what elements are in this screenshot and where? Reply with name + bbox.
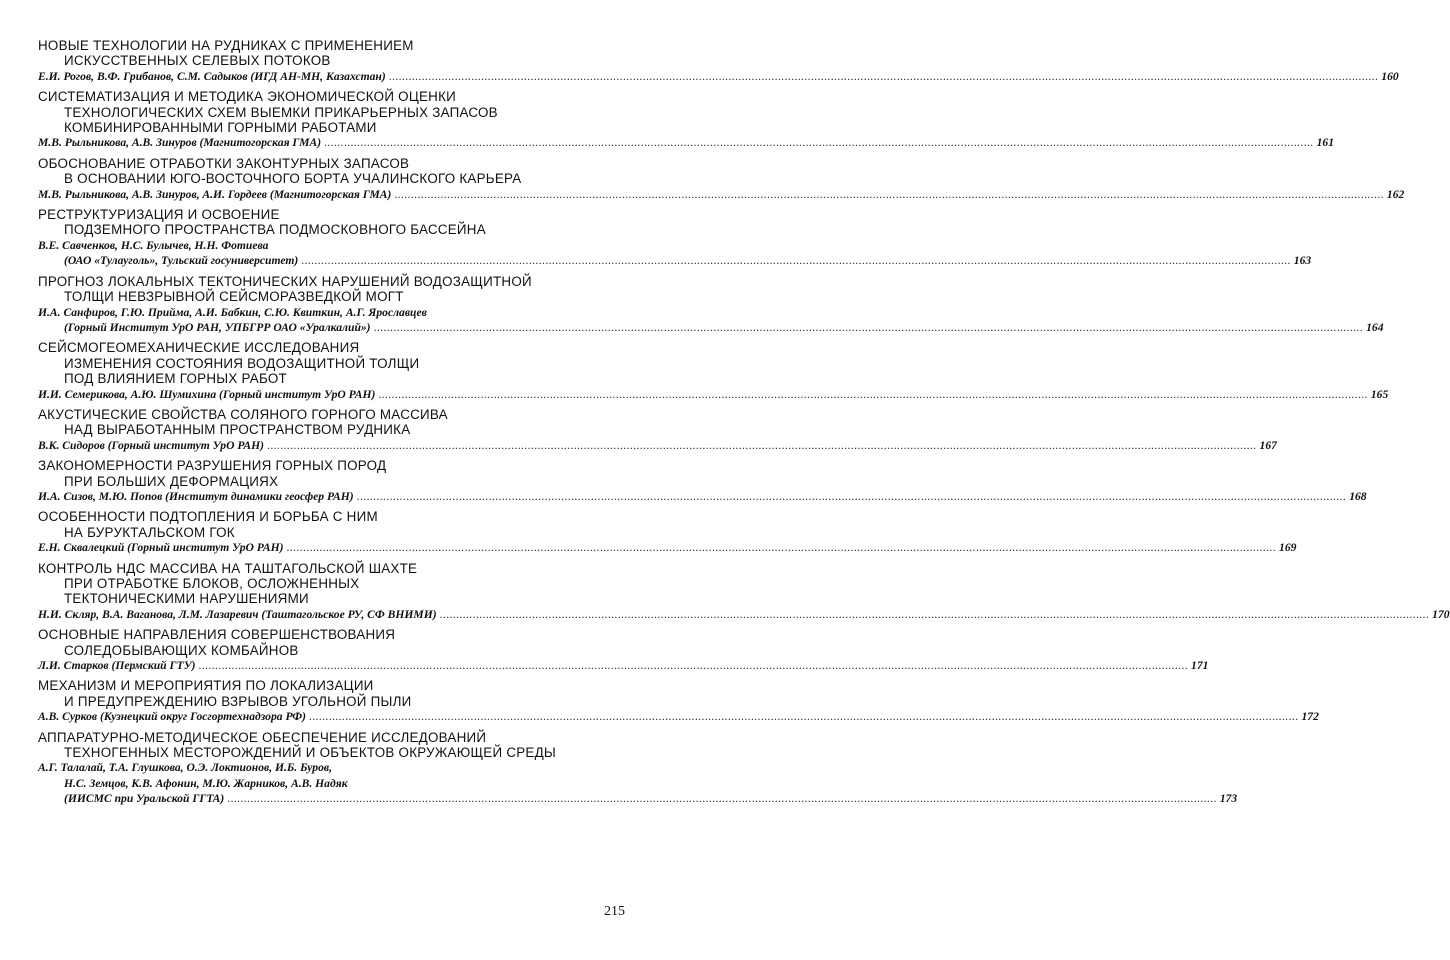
toc-entry-authors	[38, 709, 1319, 724]
leader-dots: ............................................................................................................................................................................................................................................................................................................	[308, 710, 1299, 724]
toc-entry-authors	[38, 438, 1277, 453]
toc-entry-title-line: АКУСТИЧЕСКИЕ СВОЙСТВА СОЛЯНОГО ГОРНОГО МАССИВА	[38, 406, 448, 422]
toc-entry-authors	[38, 187, 1405, 202]
toc-entry-page: 162	[1386, 187, 1405, 201]
toc-entry-authors: И.А. Санфиров, Г.Ю. Прийма, А.И. Бабкин, С.Ю. Квиткин, А.Г. Ярославцев	[38, 305, 427, 319]
toc-entry-title-line: В ОСНОВАНИИ ЮГО-ВОСТОЧНОГО БОРТА УЧАЛИНСКОГО КАРЬЕРА	[64, 171, 522, 187]
toc-entry-authors	[38, 607, 1450, 622]
toc-entry-authors-text: И.И. Семерикова, А.Ю. Шумихина (Горный институт УрО РАН)	[38, 387, 376, 401]
toc-entry-page: 171	[1191, 659, 1209, 673]
toc-entry-authors-text: Н.И. Скляр, В.А. Ваганова, Л.М. Лазаревич (Таштагольское РУ, СФ ВНИМИ)	[38, 607, 437, 621]
toc-entry-title-line: ПОД ВЛИЯНИЕМ ГОРНЫХ РАБОТ	[64, 371, 287, 387]
toc-entry	[38, 678, 1319, 724]
toc-entry-authors	[38, 791, 1238, 806]
toc-entry-title-line: КОНТРОЛЬ НДС МАССИВА НА ТАШТАГОЛЬСКОЙ ШАХТЕ	[38, 560, 418, 576]
toc-entry-authors-text: (Горный Институт УрО РАН, УПБГРР ОАО «Уралкалий»)	[64, 320, 371, 334]
toc-entry-authors	[38, 69, 1399, 84]
toc-entry-title-line: ТЕХНОГЕННЫХ МЕСТОРОЖДЕНИЙ И ОБЪЕКТОВ ОКРУЖАЮЩЕЙ СРЕДЫ	[64, 745, 557, 761]
leader-dots: ............................................................................................................................................................................................................................................................................................................	[227, 792, 1217, 806]
toc-entry-page: 168	[1349, 489, 1367, 503]
leader-dots: ............................................................................................................................................................................................................................................................................................................	[439, 607, 1430, 621]
toc-entry-title-line: ПОДЗЕМНОГО ПРОСТРАНСТВА ПОДМОСКОВНОГО БАССЕЙНА	[64, 222, 486, 238]
toc-entry-title-line: РЕСТРУКТУРИЗАЦИЯ И ОСВОЕНИЕ	[38, 207, 280, 223]
toc-entry-authors	[38, 658, 1209, 673]
toc-entry	[38, 406, 1277, 453]
toc-entry-title-line: ТЕКТОНИЧЕСКИМИ НАРУШЕНИЯМИ	[64, 591, 309, 607]
toc-entry-title-line: ПРИ БОЛЬШИХ ДЕФОРМАЦИЯХ	[64, 473, 279, 489]
leader-dots: ............................................................................................................................................................................................................................................................................................................	[324, 136, 1314, 150]
toc-entry-title-line: ИСКУССТВЕННЫХ СЕЛЕВЫХ ПОТОКОВ	[64, 53, 331, 69]
toc-entry-title-line: ОСОБЕННОСТИ ПОДТОПЛЕНИЯ И БОРЬБА С НИМ	[38, 509, 378, 525]
toc-entry-authors	[38, 253, 1312, 268]
toc-entry	[38, 627, 1209, 673]
toc-entry-page: 160	[1381, 69, 1399, 83]
toc-entry-authors	[38, 135, 1334, 150]
toc-entry-title-line: ОСНОВНЫЕ НАПРАВЛЕНИЯ СОВЕРШЕНСТВОВАНИЯ	[38, 627, 396, 643]
toc-entry	[38, 340, 1389, 402]
toc-entry-title-line: ИЗМЕНЕНИЯ СОСТОЯНИЯ ВОДОЗАЩИТНОЙ ТОЛЩИ	[64, 355, 420, 371]
table-of-contents	[38, 38, 1450, 812]
toc-entry-authors-text: М.В. Рыльникова, А.В. Зинуров, А.И. Гордеев (Магнитогорская ГМА)	[38, 187, 392, 201]
toc-entry-authors-text: Е.И. Рогов, В.Ф. Грибанов, С.М. Садыков (ИГД АН-МН, Казахстан)	[38, 69, 386, 83]
toc-entry-page: 172	[1301, 710, 1319, 724]
toc-entry-title-line: СИСТЕМАТИЗАЦИЯ И МЕТОДИКА ЭКОНОМИЧЕСКОЙ ОЦЕНКИ	[38, 89, 457, 105]
toc-entry-page: 167	[1259, 438, 1277, 452]
toc-entry-title-line: НА БУРУКТАЛЬСКОМ ГОК	[64, 524, 235, 540]
toc-entry-authors-text: А.В. Сурков (Кузнецкий округ Госгортехнадзора РФ)	[38, 710, 306, 724]
leader-dots: ............................................................................................................................................................................................................................................................................................................	[198, 659, 1189, 673]
leader-dots: ............................................................................................................................................................................................................................................................................................................	[267, 438, 1257, 452]
toc-entry-authors	[38, 489, 1367, 504]
toc-entry-title-line: АППАРАТУРНО-МЕТОДИЧЕСКОЕ ОБЕСПЕЧЕНИЕ ИССЛЕДОВАНИЙ	[38, 729, 487, 745]
toc-entry-page: 163	[1293, 254, 1312, 268]
leader-dots: ............................................................................................................................................................................................................................................................................................................	[394, 187, 1384, 201]
toc-entry-page: 173	[1219, 792, 1238, 806]
toc-entry	[38, 155, 1405, 202]
toc-entry	[38, 560, 1450, 623]
toc-entry-authors	[38, 320, 1384, 335]
toc-entry-authors-text: М.В. Рыльникова, А.В. Зинуров (Магнитогорская ГМА)	[38, 136, 322, 150]
toc-entry-page: 170	[1432, 607, 1450, 621]
leader-dots: ............................................................................................................................................................................................................................................................................................................	[286, 541, 1277, 555]
toc-entry	[38, 207, 1312, 269]
toc-entry-page: 164	[1366, 320, 1384, 334]
toc-entry-authors-text: (ОАО «Тулауголь», Тульский госуниверситет)	[64, 254, 299, 268]
toc-entry-title-line: МЕХАНИЗМ И МЕРОПРИЯТИЯ ПО ЛОКАЛИЗАЦИИ	[38, 678, 374, 694]
toc-entry	[38, 89, 1334, 151]
toc-entry	[38, 458, 1367, 504]
toc-entry-title-line: НАД ВЫРАБОТАННЫМ ПРОСТРАНСТВОМ РУДНИКА	[64, 422, 411, 438]
toc-entry-authors-text: Л.И. Старков (Пермский ГТУ)	[38, 659, 196, 673]
leader-dots: ............................................................................................................................................................................................................................................................................................................	[356, 489, 1347, 503]
toc-entry-authors: В.Е. Савченков, Н.С. Булычев, Н.Н. Фотиева	[38, 238, 269, 252]
toc-entry-title-line: ПРОГНОЗ ЛОКАЛЬНЫХ ТЕКТОНИЧЕСКИХ НАРУШЕНИЙ ВОДОЗАЩИТНОЙ	[38, 273, 532, 289]
toc-entry-title-line: СЕЙСМОГЕОМЕХАНИЧЕСКИЕ ИССЛЕДОВАНИЯ	[38, 340, 360, 356]
toc-entry	[38, 273, 1384, 336]
leader-dots: ............................................................................................................................................................................................................................................................................................................	[373, 320, 1364, 334]
toc-entry	[38, 509, 1297, 555]
toc-entry-title-line: И ПРЕДУПРЕЖДЕНИЮ ВЗРЫВОВ УГОЛЬНОЙ ПЫЛИ	[64, 693, 412, 709]
toc-entry-authors-text: Е.Н. Сквалецкий (Горный институт УрО РАН)	[38, 541, 284, 555]
toc-entry-title-line: КОМБИНИРОВАННЫМИ ГОРНЫМИ РАБОТАМИ	[64, 120, 377, 136]
toc-entry-authors	[38, 540, 1297, 555]
toc-entry-authors: А.Г. Талалай, Т.А. Глушкова, О.Э. Локтионов, И.Б. Буров,	[38, 761, 332, 775]
toc-entry-authors-text: В.К. Сидоров (Горный институт УрО РАН)	[38, 438, 265, 452]
toc-entry-page: 169	[1279, 541, 1297, 555]
toc-entry-page: 165	[1370, 387, 1389, 401]
toc-entry-authors-text: И.А. Сизов, М.Ю. Попов (Институт динамики геосфер РАН)	[38, 489, 354, 503]
toc-entry-title-line: ОБОСНОВАНИЕ ОТРАБОТКИ ЗАКОНТУРНЫХ ЗАПАСОВ	[38, 155, 410, 171]
toc-entry	[38, 729, 1238, 807]
leader-dots: ............................................................................................................................................................................................................................................................................................................	[301, 254, 1291, 268]
toc-entry-title-line: ПРИ ОТРАБОТКЕ БЛОКОВ, ОСЛОЖНЕННЫХ	[64, 576, 360, 591]
toc-entry	[38, 38, 1399, 84]
toc-entry-title-line: СОЛЕДОБЫВАЮЩИХ КОМБАЙНОВ	[64, 642, 299, 658]
toc-entry-authors-text: (ИИСМС при Уральской ГГТА)	[64, 792, 225, 806]
toc-entry-page: 161	[1316, 136, 1334, 150]
toc-entry-title-line: ТЕХНОЛОГИЧЕСКИХ СХЕМ ВЫЕМКИ ПРИКАРЬЕРНЫХ ЗАПАСОВ	[64, 104, 498, 120]
leader-dots: ............................................................................................................................................................................................................................................................................................................	[378, 387, 1368, 401]
toc-entry-title-line: ТОЛЩИ НЕВЗРЫВНОЙ СЕЙСМОРАЗВЕДКОЙ МОГТ	[64, 289, 404, 305]
toc-entry-title-line: НОВЫЕ ТЕХНОЛОГИИ НА РУДНИКАХ С ПРИМЕНЕНИЕМ	[38, 38, 414, 53]
toc-entry-authors: Н.С. Земцов, К.В. Афонин, М.Ю. Жарников, А.В. Надяк	[64, 776, 348, 790]
toc-entry-title-line: ЗАКОНОМЕРНОСТИ РАЗРУШЕНИЯ ГОРНЫХ ПОРОД	[38, 458, 387, 474]
leader-dots: ............................................................................................................................................................................................................................................................................................................	[388, 69, 1379, 83]
toc-entry-authors	[38, 387, 1389, 402]
page-number: 215	[604, 904, 625, 919]
